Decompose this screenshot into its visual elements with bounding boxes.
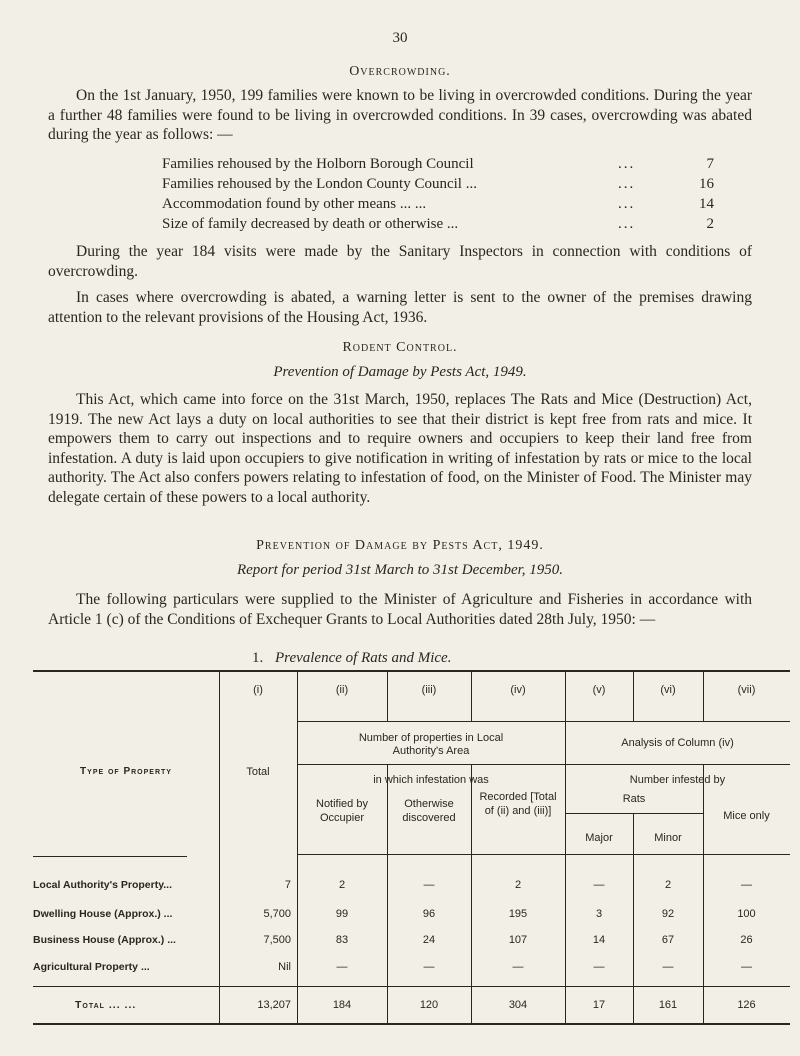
item-dots: ... xyxy=(618,216,636,232)
overcrowding-item xyxy=(162,156,714,176)
row-cell: — xyxy=(593,879,605,891)
row-cell: 2 xyxy=(514,879,522,891)
prevalence-table xyxy=(33,670,790,1025)
group1-header: Number of properties in Local Authority's Area xyxy=(358,732,504,757)
otherwise-header: Otherwise discovered xyxy=(402,798,456,824)
overcrowding-item xyxy=(162,216,714,236)
overcrowding-heading: Overcrowding. xyxy=(349,64,451,79)
overcrowding-para-1: On the 1st January, 1950, 199 families were known to be living in overcrowded conditions. During the year a further 48 families were found to be living in overcrowded conditions. In 39 cases, overcrowding was abated during the year as follows: — xyxy=(48,87,752,143)
col-num-ii: (ii) xyxy=(335,684,349,696)
prevention-subheading: Report for period 31st March to 31st December, 1950. xyxy=(236,562,564,578)
recorded-header: Recorded [Total of (ii) and (iii)] xyxy=(479,791,557,817)
col-num-vii: (vii) xyxy=(737,684,756,696)
type-of-property-header: Type of Property xyxy=(80,766,172,777)
row-cell: — xyxy=(662,961,674,973)
overcrowding-para-2: During the year 184 visits were made by the Sanitary Inspectors in connection with conditions of overcrowding. xyxy=(48,243,752,280)
item-dots: ... xyxy=(618,196,636,212)
row-cell: 96 xyxy=(422,908,436,920)
row-cell: — xyxy=(741,961,752,973)
row-cell: 7,500 xyxy=(263,934,291,946)
row-cell: — xyxy=(336,961,348,973)
group1-subheader: in which infestation was xyxy=(373,774,489,786)
col-num-vi: (vi) xyxy=(660,684,676,696)
row-cell: — xyxy=(423,961,435,973)
row-cell: 67 xyxy=(661,934,675,946)
row-cell: 92 xyxy=(661,908,675,920)
row-cell: 83 xyxy=(335,934,349,946)
item-dots: ... xyxy=(618,156,636,172)
overcrowding-item xyxy=(162,196,714,216)
row-cell: 26 xyxy=(740,934,753,946)
total-cell: 120 xyxy=(419,999,439,1011)
item-label: Size of family decreased by death or otherwise ... xyxy=(162,216,459,232)
total-cell: 161 xyxy=(658,999,678,1011)
row-label: Business House (Approx.) ... xyxy=(33,934,176,946)
row-cell: 24 xyxy=(422,934,436,946)
page-number: 30 xyxy=(392,30,408,46)
group2-header: Analysis of Column (iv) xyxy=(621,737,734,749)
table-caption-text: Prevalence of Rats and Mice. xyxy=(275,650,452,666)
table-caption-number: 1. xyxy=(252,650,264,666)
group2-subheader: Number infested by xyxy=(629,774,726,786)
total-cell: 13,207 xyxy=(257,999,291,1011)
row-cell: 7 xyxy=(284,879,291,891)
row-cell: 100 xyxy=(737,908,756,920)
total-cell: 17 xyxy=(592,999,606,1011)
major-header: Major xyxy=(585,832,613,844)
rodent-para: This Act, which came into force on the 31st March, 1950, replaces The Rats and Mice (Destruction) Act, 1919. The new Act lays a duty on local authorities to see that their district is kept free from rats and mice. It empowers them to carry out inspections and to require owners and occupiers to keep their land free from infestation. A duty is laid upon occupiers to give notification in writing of infestation by rats or mice to the local authority. The Act also confers powers relating to infestation of food, on the Minister of Food. The Minister may delegate certain of these powers to a local authority. xyxy=(48,391,752,506)
item-label: Accommodation found by other means ... ... xyxy=(162,196,427,212)
item-label: Families rehoused by the Holborn Borough Council xyxy=(162,156,474,172)
total-header: Total xyxy=(246,766,270,778)
prevention-para: The following particulars were supplied to the Minister of Agriculture and Fisheries in accordance with Article 1 (c) of the Conditions of Exchequer Grants to Local Authorities dated 28th July, 1950: — xyxy=(48,591,752,628)
item-value: 7 xyxy=(706,156,714,172)
row-cell: 5,700 xyxy=(263,908,291,920)
col-num-iii: (iii) xyxy=(421,684,437,696)
item-label: Families rehoused by the London County Council ... xyxy=(162,176,477,192)
row-cell: 14 xyxy=(592,934,606,946)
row-cell: Nil xyxy=(278,961,291,973)
item-value: 14 xyxy=(699,196,714,212)
rodent-subheading: Prevention of Damage by Pests Act, 1949. xyxy=(273,364,527,380)
total-label: Total ... ... xyxy=(75,999,137,1011)
mice-only-header: Mice only xyxy=(723,810,770,822)
col-num-v: (v) xyxy=(592,684,606,696)
overcrowding-para-3: In cases where overcrowding is abated, a warning letter is sent to the owner of the premises drawing attention to the relevant provisions of the Housing Act, 1936. xyxy=(48,289,752,326)
col-num-iv: (iv) xyxy=(510,684,526,696)
prevention-heading: Prevention of Damage by Pests Act, 1949. xyxy=(256,538,544,553)
table-caption xyxy=(252,650,451,667)
col-num-i: (i) xyxy=(253,684,263,696)
rats-header: Rats xyxy=(622,793,646,805)
item-value: 2 xyxy=(706,216,714,232)
total-cell: 184 xyxy=(332,999,352,1011)
item-dots: ... xyxy=(618,176,636,192)
row-cell: 3 xyxy=(595,908,603,920)
row-cell: 2 xyxy=(338,879,346,891)
overcrowding-item xyxy=(162,176,714,196)
row-cell: — xyxy=(741,879,752,891)
total-cell: 126 xyxy=(737,999,756,1011)
row-cell: — xyxy=(512,961,524,973)
notified-header: Notified by Occupier xyxy=(316,798,368,824)
row-cell: — xyxy=(593,961,605,973)
minor-header: Minor xyxy=(654,832,682,844)
rodent-heading: Rodent Control. xyxy=(342,340,458,355)
row-cell: — xyxy=(423,879,435,891)
item-value: 16 xyxy=(699,176,714,192)
row-cell: 99 xyxy=(335,908,349,920)
row-cell: 195 xyxy=(508,908,528,920)
total-cell: 304 xyxy=(508,999,528,1011)
row-label: Agricultural Property ... xyxy=(33,961,150,973)
row-label: Dwelling House (Approx.) ... xyxy=(33,908,173,920)
row-cell: 107 xyxy=(508,934,528,946)
row-cell: 2 xyxy=(664,879,672,891)
row-label: Local Authority's Property... xyxy=(33,879,173,891)
